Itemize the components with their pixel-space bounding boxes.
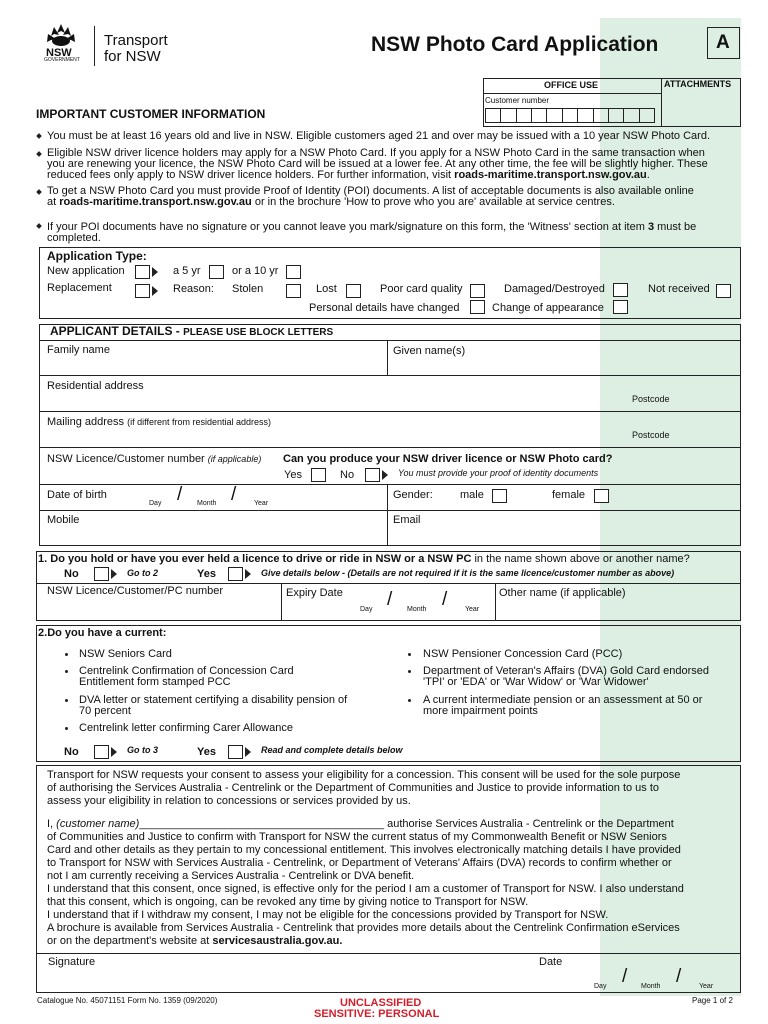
q1-other-name-label: Other name (if applicable) bbox=[499, 587, 626, 599]
licence-number-label: NSW Licence/Customer number (if applicable) bbox=[47, 453, 262, 465]
date-separator: / bbox=[387, 589, 393, 610]
produce-licence-question: Can you produce your NSW driver licence or NSW Photo card? bbox=[283, 453, 613, 465]
stolen-checkbox[interactable] bbox=[286, 284, 301, 298]
q2-no-label: No bbox=[64, 746, 79, 758]
dva-letter-item-line-1: DVA letter or statement certifying a disability pension of bbox=[79, 694, 348, 706]
consent-para-5-line-1: A brochure is available from Services Australia - Centrelink that provides more details about the Centrelink Confirmation eServices bbox=[47, 922, 680, 934]
info-bullet-3-line-1: To get a NSW Photo Card you must provide Proof of Identity (POI) documents. A list of acceptable documents is also available online bbox=[47, 185, 694, 197]
info-bullet-2-line-1: Eligible NSW driver licence holders may apply for a NSW Photo Card. If you apply for a NSW Photo Card in the same transaction when bbox=[47, 147, 705, 159]
female-checkbox[interactable] bbox=[594, 489, 609, 503]
nsw-waratah-logo bbox=[44, 22, 78, 48]
email-field[interactable] bbox=[388, 527, 740, 545]
email-label: Email bbox=[393, 514, 421, 526]
consent-para-2-line-4: to Transport for NSW with Services Australia - Centrelink, or Department of Veterans' Affairs (DVA) records to confirm whether or bbox=[47, 857, 672, 869]
dva-gold-card-item-line-1: Department of Veteran's Affairs (DVA) Gold Card endorsed bbox=[423, 665, 709, 677]
dob-label: Date of birth bbox=[47, 489, 107, 501]
damaged-label: Damaged/Destroyed bbox=[504, 283, 605, 295]
list-bullet bbox=[65, 653, 68, 656]
office-use-rule bbox=[483, 93, 661, 94]
services-australia-link[interactable]: servicesaustralia.gov.au. bbox=[212, 935, 343, 947]
date-separator: / bbox=[177, 484, 183, 505]
info-bullet-4-line-2: completed. bbox=[47, 232, 101, 244]
q2-yes-label: Yes bbox=[197, 746, 216, 758]
intermediate-pension-item-line-1: A current intermediate pension or an assessment at 50 or bbox=[423, 694, 703, 706]
q1-year-label: Year bbox=[465, 606, 480, 613]
new-application-checkbox[interactable] bbox=[135, 265, 150, 279]
q1-divider bbox=[281, 583, 282, 621]
poor-card-label: Poor card quality bbox=[380, 283, 463, 295]
lost-label: Lost bbox=[316, 283, 337, 295]
q1-rule bbox=[36, 583, 741, 584]
family-name-label: Family name bbox=[47, 344, 110, 356]
arrow-icon bbox=[382, 470, 388, 480]
info-bullet bbox=[36, 133, 42, 139]
new-application-label: New application bbox=[47, 265, 125, 277]
applicant-rule bbox=[39, 447, 741, 448]
sign-day-label: Day bbox=[594, 983, 607, 990]
consent-para-2-line-3: Card and other details as they pertain to my concessional entitlement. This involves electronically matching details I have provided bbox=[47, 844, 681, 856]
rms-website-link[interactable]: roads-maritime.transport.nsw.gov.au bbox=[59, 196, 252, 208]
list-bullet bbox=[65, 670, 68, 673]
q1-no-label: No bbox=[64, 568, 79, 580]
dva-letter-item-line-2: 70 percent bbox=[79, 705, 131, 717]
stolen-label: Stolen bbox=[232, 283, 264, 295]
intermediate-pension-item-line-2: more impairment points bbox=[423, 705, 538, 717]
personal-changed-checkbox[interactable] bbox=[470, 300, 485, 314]
dob-month-label: Month bbox=[197, 500, 217, 507]
five-year-checkbox[interactable] bbox=[209, 265, 224, 279]
date-separator: / bbox=[442, 589, 448, 610]
customer-number-cells bbox=[485, 108, 655, 123]
consent-para-2-line-2: of Communities and Justice to confirm with Transport for NSW the current status of my Commonwealth Benefit or NSW Seniors bbox=[47, 831, 667, 843]
gov-wordmark: NSW bbox=[46, 47, 72, 59]
mobile-label: Mobile bbox=[47, 514, 80, 526]
date-separator: / bbox=[231, 484, 237, 505]
info-bullet bbox=[36, 223, 42, 229]
info-bullet-2-line-2: you are renewing your licence, the NSW Photo Card will be issued at a lower fee. At any other time, the fee will be slightly higher. These bbox=[47, 158, 708, 170]
question-1-text: 1. Do you hold or have you ever held a licence to drive or ride in NSW or a NSW PC in the name shown above or another name? bbox=[38, 553, 690, 565]
org-name-line-2: for NSW bbox=[104, 48, 161, 65]
info-bullet bbox=[36, 189, 42, 195]
page-title: NSW Photo Card Application bbox=[371, 33, 659, 56]
consent-para-5-line-2: or on the department's website at servicesaustralia.gov.au. bbox=[47, 935, 343, 947]
gender-label: Gender: bbox=[393, 489, 433, 501]
dva-gold-card-item-line-2: 'TPI' or 'EDA' or 'War Widow' or 'War Widower' bbox=[423, 676, 649, 688]
consent-para-1-line-1: Transport for NSW requests your consent to assess your eligibility for a concession. This consent will be used for the sole purpose bbox=[47, 769, 681, 781]
list-bullet bbox=[408, 653, 411, 656]
attachments-heading: ATTACHMENTS bbox=[664, 79, 732, 89]
arrow-icon bbox=[111, 569, 117, 579]
arrow-icon bbox=[152, 267, 158, 277]
consent-para-4-line-1: I understand that if I withdraw my consent, I may not be eligible for the concessions provided by Transport for NSW. bbox=[47, 909, 609, 921]
applicant-rule bbox=[39, 340, 741, 341]
not-received-checkbox[interactable] bbox=[716, 284, 731, 298]
office-use-divider bbox=[661, 78, 662, 127]
q1-divider bbox=[495, 583, 496, 621]
given-names-field[interactable] bbox=[388, 358, 740, 374]
pcc-item: NSW Pensioner Concession Card (PCC) bbox=[423, 648, 623, 660]
replacement-label: Replacement bbox=[47, 282, 112, 294]
signature-rule bbox=[36, 953, 741, 954]
consent-para-2-line-5: not I am currently receiving a Services Australia - Centrelink or DVA benefit. bbox=[47, 870, 415, 882]
mailing-address-label: Mailing address (if different from residential address) bbox=[47, 416, 272, 428]
q2-yes-checkbox[interactable] bbox=[228, 745, 243, 759]
gov-sub-wordmark: GOVERNMENT bbox=[44, 57, 80, 63]
q2-no-checkbox[interactable] bbox=[94, 745, 109, 759]
info-bullet-4-line-1: If your POI documents have no signature or you cannot leave you mark/signature on this form, the 'Witness' section at item 3 must be bbox=[47, 221, 697, 233]
page-number: Page 1 of 2 bbox=[692, 996, 733, 1005]
application-type-heading: Application Type: bbox=[47, 249, 147, 263]
arrow-icon bbox=[245, 747, 251, 757]
applicant-rule bbox=[39, 484, 741, 485]
family-name-field[interactable] bbox=[40, 358, 386, 374]
q1-yes-checkbox[interactable] bbox=[228, 567, 243, 581]
given-names-label: Given name(s) bbox=[393, 345, 466, 357]
consent-para-3-line-1: I understand that this consent, once signed, is effective only for the period I am a customer of Transport for NSW. I also understand bbox=[47, 883, 684, 895]
date-label: Date bbox=[539, 956, 563, 968]
consent-para-1-line-2: of authorising the Services Australia - Centrelink or the Department of Communities and Justice to provide information to us to bbox=[47, 782, 660, 794]
info-bullet-1: You must be at least 16 years old and live in NSW. Eligible customers aged 21 and over may be issued with a 10 year NSW Photo Card. bbox=[47, 130, 710, 142]
postcode-label: Postcode bbox=[632, 394, 670, 404]
q1-month-label: Month bbox=[407, 606, 427, 613]
form-letter: A bbox=[716, 32, 730, 53]
centrelink-ccc-item-line-1: Centrelink Confirmation of Concession Card bbox=[79, 665, 294, 677]
office-use-heading: OFFICE USE bbox=[544, 80, 599, 90]
info-bullet bbox=[36, 151, 42, 157]
must-provide-note: You must provide your proof of identity documents bbox=[398, 468, 599, 478]
ten-year-label: or a 10 yr bbox=[232, 265, 279, 277]
produce-no-label: No bbox=[340, 469, 355, 481]
question-2-text: 2.Do you have a current: bbox=[38, 627, 167, 639]
q1-yes-label: Yes bbox=[197, 568, 216, 580]
five-year-label: a 5 yr bbox=[173, 265, 201, 277]
produce-yes-label: Yes bbox=[284, 469, 302, 481]
org-name-line-1: Transport bbox=[104, 32, 168, 49]
q1-licence-column: NSW Licence/Customer/PC number bbox=[47, 585, 224, 597]
male-label: male bbox=[460, 489, 484, 501]
applicant-rule bbox=[39, 510, 741, 511]
info-bullet-2-line-3: reduced fees only apply to NSW driver licence holders. For further information, visit roads-maritime.transport.nsw.gov.au. bbox=[47, 169, 650, 181]
applicant-rule bbox=[39, 411, 741, 412]
mobile-field[interactable] bbox=[40, 527, 386, 545]
postcode-label: Postcode bbox=[632, 430, 670, 440]
produce-yes-checkbox[interactable] bbox=[311, 468, 326, 482]
q1-day-label: Day bbox=[360, 606, 373, 613]
reason-label: Reason: bbox=[173, 283, 214, 295]
residential-address-label: Residential address bbox=[47, 380, 144, 392]
go-to-3-note: Go to 3 bbox=[127, 745, 158, 755]
carer-allowance-item: Centrelink letter confirming Carer Allowance bbox=[79, 722, 293, 734]
date-separator: / bbox=[676, 966, 682, 987]
arrow-icon bbox=[111, 747, 117, 757]
customer-number-label: Customer number bbox=[485, 96, 550, 105]
info-bullet-3-line-2: at roads-maritime.transport.nsw.gov.au or in the brochure 'How to prove who you are' available at service centres. bbox=[47, 196, 615, 208]
replacement-checkbox[interactable] bbox=[135, 284, 150, 298]
logo-divider bbox=[94, 26, 95, 66]
personal-changed-label: Personal details have changed bbox=[309, 302, 460, 314]
info-heading: IMPORTANT CUSTOMER INFORMATION bbox=[36, 107, 266, 121]
go-to-2-note: Go to 2 bbox=[127, 568, 158, 578]
read-complete-note: Read and complete details below bbox=[261, 745, 403, 755]
female-label: female bbox=[552, 489, 586, 501]
mailing-address-field[interactable] bbox=[40, 429, 600, 446]
list-bullet bbox=[65, 727, 68, 730]
consent-customer-line: I, (customer name)________________________________________ authorise Services Australia - Centrelink or the Department bbox=[47, 818, 674, 830]
poor-card-checkbox[interactable] bbox=[470, 284, 485, 298]
centrelink-ccc-item-line-2: Entitlement form stamped PCC bbox=[79, 676, 231, 688]
q1-no-checkbox[interactable] bbox=[94, 567, 109, 581]
residential-address-field[interactable] bbox=[40, 393, 600, 410]
classification-line-2: SENSITIVE: PERSONAL bbox=[314, 1008, 440, 1020]
classification-line-1: UNCLASSIFIED bbox=[340, 997, 422, 1009]
dob-day-label: Day bbox=[149, 500, 162, 507]
rms-website-link[interactable]: roads-maritime.transport.nsw.gov.au bbox=[454, 169, 647, 181]
applicant-rule bbox=[39, 375, 741, 376]
arrow-icon bbox=[152, 286, 158, 296]
appearance-changed-label: Change of appearance bbox=[492, 302, 604, 314]
catalogue-number: Catalogue No. 45071151 Form No. 1359 (09/2020) bbox=[37, 996, 218, 1005]
list-bullet bbox=[408, 699, 411, 702]
list-bullet bbox=[65, 699, 68, 702]
not-received-label: Not received bbox=[648, 283, 710, 295]
produce-no-checkbox[interactable] bbox=[365, 468, 380, 482]
consent-para-1-line-3: assess your eligibility in relation to concessions or services provided by us. bbox=[47, 795, 411, 807]
ten-year-checkbox[interactable] bbox=[286, 265, 301, 279]
applicant-details-heading: APPLICANT DETAILS - PLEASE USE BLOCK LETTERS bbox=[50, 324, 334, 338]
signature-label: Signature bbox=[48, 956, 96, 968]
arrow-icon bbox=[245, 569, 251, 579]
damaged-checkbox[interactable] bbox=[613, 283, 628, 297]
list-bullet bbox=[408, 670, 411, 673]
appearance-changed-checkbox[interactable] bbox=[613, 300, 628, 314]
consent-para-3-line-2: that this consent, which is ongoing, can be revoked any time by giving notice to Transport for NSW. bbox=[47, 896, 529, 908]
give-details-note: Give details below - (Details are not required if it is the same licence/customer number as above) bbox=[261, 568, 675, 578]
seniors-card-item: NSW Seniors Card bbox=[79, 648, 172, 660]
male-checkbox[interactable] bbox=[492, 489, 507, 503]
dob-year-label: Year bbox=[254, 500, 269, 507]
date-separator: / bbox=[622, 966, 628, 987]
sign-year-label: Year bbox=[699, 983, 714, 990]
sign-month-label: Month bbox=[641, 983, 661, 990]
lost-checkbox[interactable] bbox=[346, 284, 361, 298]
customer-name-field[interactable]: ________________________________________ bbox=[139, 818, 385, 830]
signature-field[interactable] bbox=[40, 969, 530, 991]
q1-expiry-label: Expiry Date bbox=[286, 587, 343, 599]
